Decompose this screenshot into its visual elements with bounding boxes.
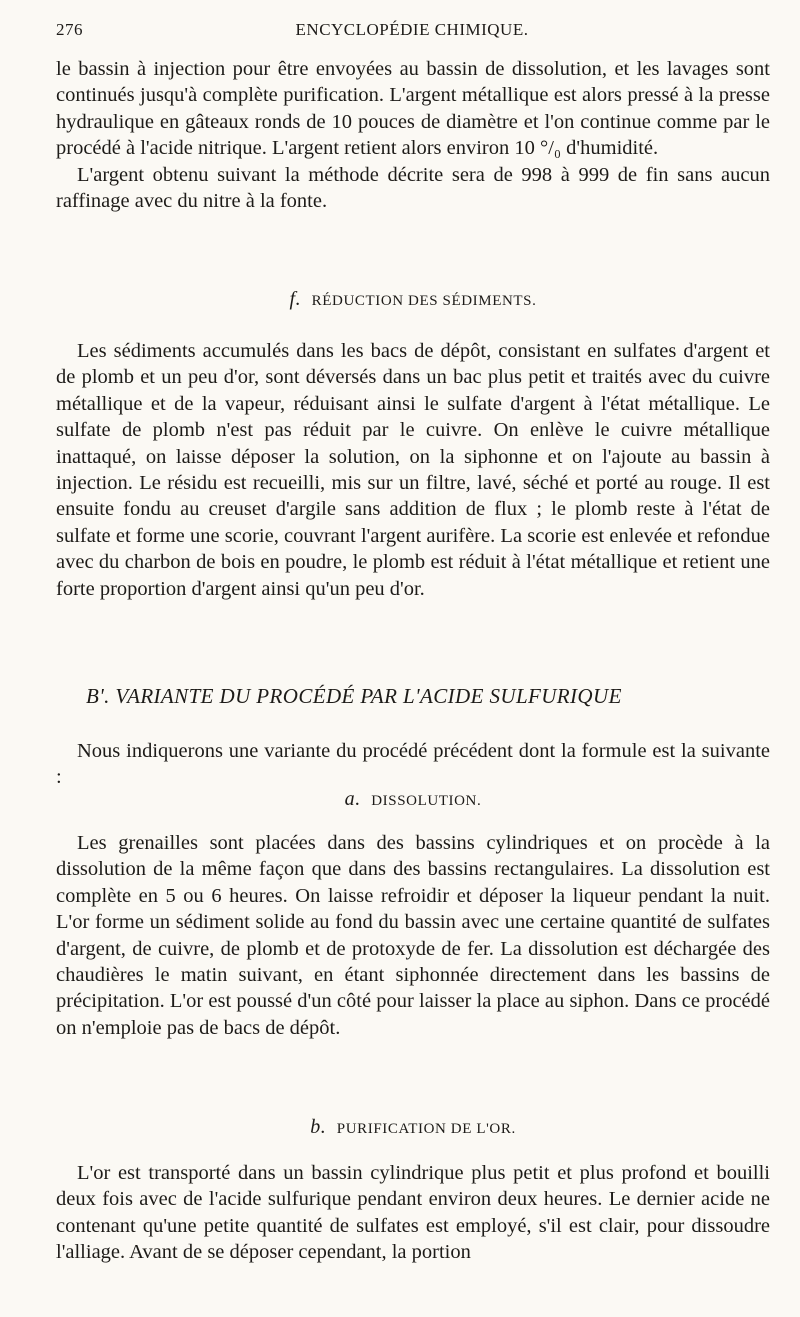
subheading-title: RÉDUCTION DES SÉDIMENTS.	[311, 293, 537, 309]
subheading-f	[56, 288, 770, 311]
paragraph: L'argent obtenu suivant la méthode décrite sera de 998 à 999 de fin sans aucun raffinage avec du nitre à la fonte.	[56, 163, 770, 213]
section-variante-intro	[56, 738, 770, 791]
section-sediment-reduction	[56, 338, 770, 602]
paragraph: Les grenailles sont placées dans des bassins cylindriques et on procède à la dissolution de la même façon que dans des bassins rectangulaires. La dissolution est complète en 5 ou 6 heures. On laisse refroidir et déposer la liqueur pendant la nuit. L'or forme un sédiment solide au fond du bassin avec une certaine quantité de sulfates d'argent, de cuivre, de plomb et de protoxyde de fer. La dissolution est déchargée des chaudières le matin suivant, en étant siphonnée directement dans les bassins de précipitation. L'or est poussé d'un côté pour laisser la place au siphon. Dans ce procédé on n'emploie pas de bacs de dépôt.	[56, 832, 770, 1039]
subheading-letter: f.	[289, 288, 302, 310]
running-head	[56, 20, 768, 46]
paragraph: Nous indiquerons une variante du procédé précédent dont la formule est la suivante :	[56, 740, 770, 789]
subheading-a	[56, 788, 770, 811]
section-heading-variante: B'. VARIANTE DU PROCÉDÉ PAR L'ACIDE SULFURIQUE	[86, 684, 622, 708]
section-dissolution	[56, 830, 770, 1041]
running-title: ENCYCLOPÉDIE CHIMIQUE.	[295, 20, 529, 39]
section-silver-pressing	[56, 56, 770, 214]
section-gold-purification	[56, 1160, 770, 1266]
subheading-letter: a.	[344, 788, 361, 810]
page-number: 276	[56, 20, 83, 39]
subheading-b	[56, 1116, 770, 1139]
paragraph: L'or est transporté dans un bassin cylindrique plus petit et plus profond et bouilli deux fois avec de l'acide sulfurique pendant environ deux heures. Le dernier acide ne contenant qu'une petite quantité de sulfates est employé, s'il est clair, pour dissoudre l'alliage. Avant de se déposer cependant, la portion	[56, 1162, 770, 1264]
paragraph: Les sédiments accumulés dans les bacs de dépôt, consistant en sulfates d'argent et de plomb et un peu d'or, sont déversés dans un bac plus petit et traités avec du cuivre métallique et de la vapeur, réduisant ainsi le sulfate d'argent à l'état métallique. Le sulfate de plomb n'est pas réduit par le cuivre. On enlève le cuivre métallique inattaqué, on laisse déposer la solution, on la siphonne et on l'ajoute au bassin à injection. Le résidu est recueilli, mis sur un filtre, lavé, séché et porté au rouge. Il est ensuite fondu au creuset d'argile sans addition de flux ; le plomb reste à l'état de sulfate et forme une scorie, couvrant l'argent aurifère. La scorie est enlevée et refondue avec du charbon de bois en poudre, le plomb est réduit à l'état métallique et retient une forte proportion d'argent ainsi qu'un peu d'or.	[56, 340, 770, 600]
subheading-title: DISSOLUTION.	[371, 793, 482, 809]
subheading-letter: b.	[310, 1116, 327, 1138]
paragraph: le bassin à injection pour être envoyées au bassin de dissolution, et les lavages sont continués jusqu'à complète purification. L'argent métallique est alors pressé à la presse hydraulique en gâteaux ronds de 10 pouces de diamètre et l'on continue comme par le procédé à l'acide nitrique. L'argent retient alors environ 10 °/₀ d'humidité.	[56, 58, 770, 160]
subheading-title: PURIFICATION DE L'OR.	[336, 1121, 516, 1137]
